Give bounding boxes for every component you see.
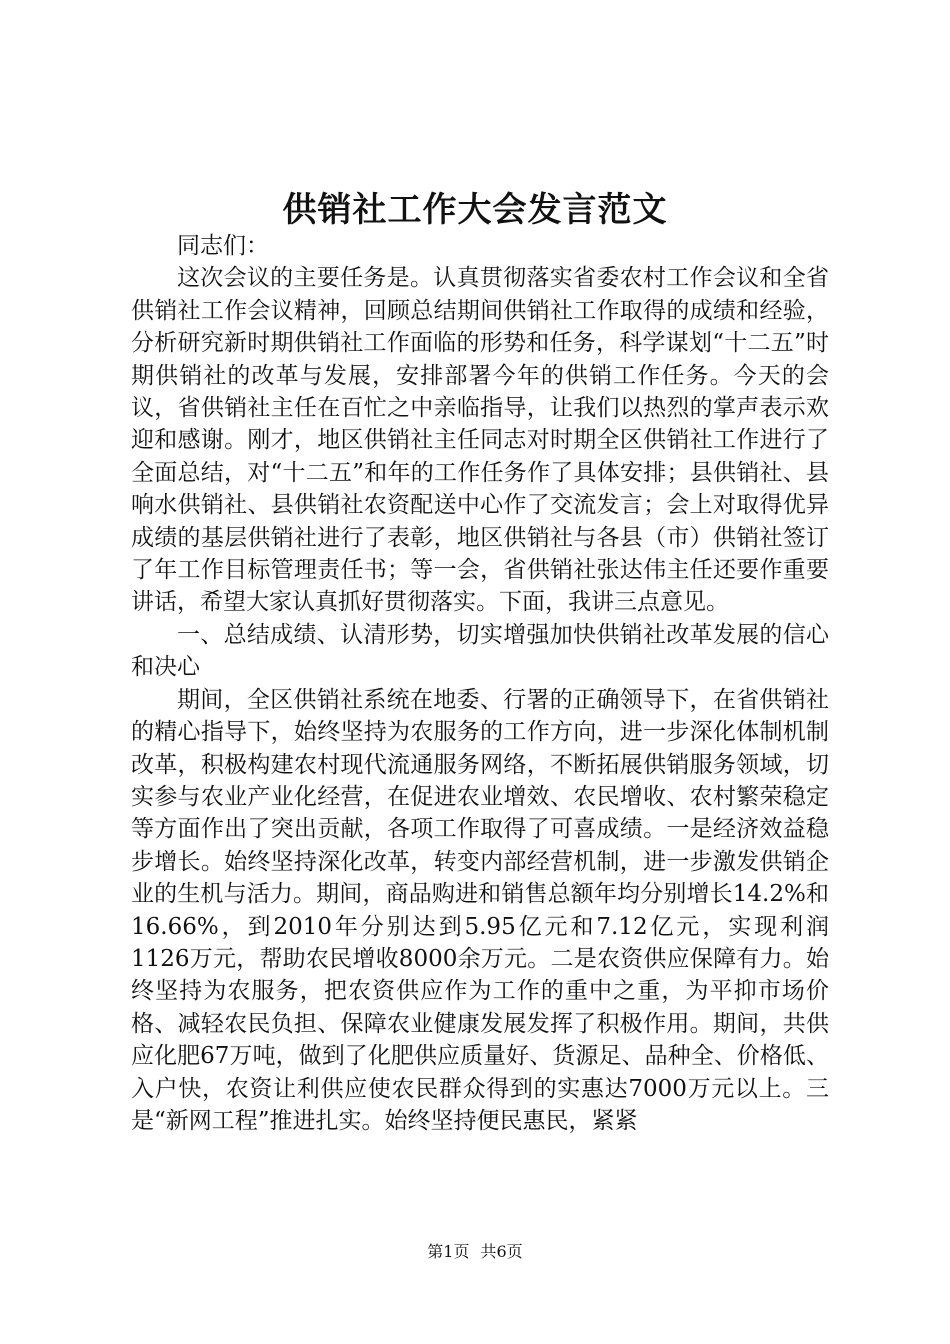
page-number: 第1页 — [427, 1242, 470, 1261]
page-count: 共6页 — [480, 1242, 523, 1261]
section-heading-1: 一、总结成绩、认清形势，切实增强加快供销社改革发展的信心和决心 — [131, 621, 829, 681]
page-footer — [0, 1240, 950, 1264]
paragraph-intro: 这次会议的主要任务是。认真贯彻落实省委农村工作会议和全省供销社工作会议精神，回顾总结期间供销社工作取得的成绩和经验，分析研究新时期供销社工作面临的形势和任务，科学谋划“十二五”时期供销社的改革与发展，安排部署今年的供销工作任务。今天的会议，省供销社主任在百忙之中亲临指导，让我们以热烈的掌声表示欢迎和感谢。刚才，地区供销社主任同志对时期全区供销社工作进行了全面总结，对“十二五”和年的工作任务作了具体安排；县供销社、县响水供销社、县供销社农资配送中心作了交流发言；会上对取得优异成绩的基层供销社进行了表彰，地区供销社与各县（市）供销社签订了年工作目标管理责任书；等一会，省供销社张达伟主任还要作重要讲话，希望大家认真抓好贯彻落实。下面，我讲三点意见。 — [131, 265, 829, 616]
salutation: 同志们： — [177, 233, 269, 259]
document-body — [131, 230, 829, 1137]
paragraph-achievements: 期间，全区供销社系统在地委、行署的正确领导下，在省供销社的精心指导下，始终坚持为农服务的工作方向，进一步深化体制机制改革，积极构建农村现代流通服务网络，不断拓展供销服务领域，切实参与农业产业化经营，在促进农业增效、农民增收、农村繁荣稳定等方面作出了突出贡献，各项工作取得了可喜成绩。一是经济效益稳步增长。始终坚持深化改革，转变内部经营机制，进一步激发供销企业的生机与活力。期间，商品购进和销售总额年均分别增长14.2%和16.66%，到2010年分别达到5.95亿元和7.12亿元，实现利润1126万元，帮助农民增收8000余万元。二是农资供应保障有力。始终坚持为农服务，把农资供应作为工作的重中之重，为平抑市场价格、减轻农民负担、保障农业健康发展发挥了积极作用。期间，共供应化肥67万吨，做到了化肥供应质量好、货源足、品种全、价格低、入户快，农资让利供应使农民群众得到的实惠达7000万元以上。三是“新网工程”推进扎实。始终坚持便民惠民，紧紧 — [131, 686, 829, 1134]
document-title: 供销社工作大会发言范文 — [282, 190, 668, 230]
